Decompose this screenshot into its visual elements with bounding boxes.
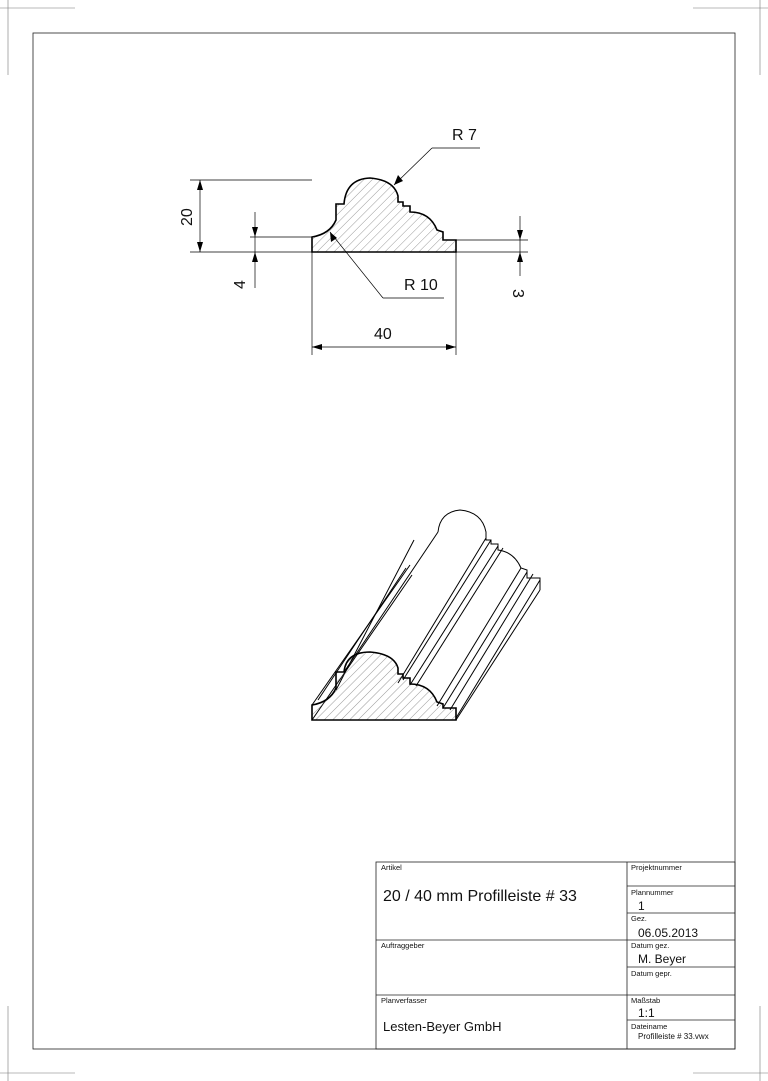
dim-r10-label: R 10 [404, 277, 438, 294]
dateiname-label: Dateiname [631, 1022, 668, 1031]
gez-value: 06.05.2013 [638, 926, 699, 940]
dim-height-3-label: 3 [509, 289, 526, 298]
datum-gez-value: M. Beyer [638, 952, 687, 966]
datum-gepr-label: Datum gepr. [631, 969, 672, 978]
projektnummer-label: Projektnummer [631, 863, 682, 872]
dim-width-40-label: 40 [374, 326, 392, 343]
profile-cross-section [312, 178, 456, 252]
artikel-label: Artikel [381, 863, 402, 872]
planverfasser-value: Lesten-Beyer GmbH [383, 1019, 502, 1034]
massstab-label: Maßstab [631, 996, 661, 1005]
dim-height-4-label: 4 [232, 280, 249, 289]
artikel-value: 20 / 40 mm Profilleiste # 33 [383, 888, 577, 905]
dateiname-value: Profilleiste # 33.vwx [638, 1032, 709, 1041]
planverfasser-label: Planverfasser [381, 996, 427, 1005]
profile-outline [312, 178, 456, 252]
gez-label: Gez. [631, 914, 647, 923]
isometric-view [312, 510, 540, 720]
datum-gez-label: Datum gez. [631, 941, 670, 950]
dim-r7-label: R 7 [452, 127, 477, 144]
massstab-value: 1:1 [638, 1006, 655, 1020]
dim-height-20-label: 20 [179, 208, 196, 226]
isometric-front-face [312, 652, 456, 720]
plannummer-value: 1 [638, 899, 645, 913]
auftraggeber-label: Auftraggeber [381, 941, 425, 950]
plannummer-label: Plannummer [631, 888, 674, 897]
